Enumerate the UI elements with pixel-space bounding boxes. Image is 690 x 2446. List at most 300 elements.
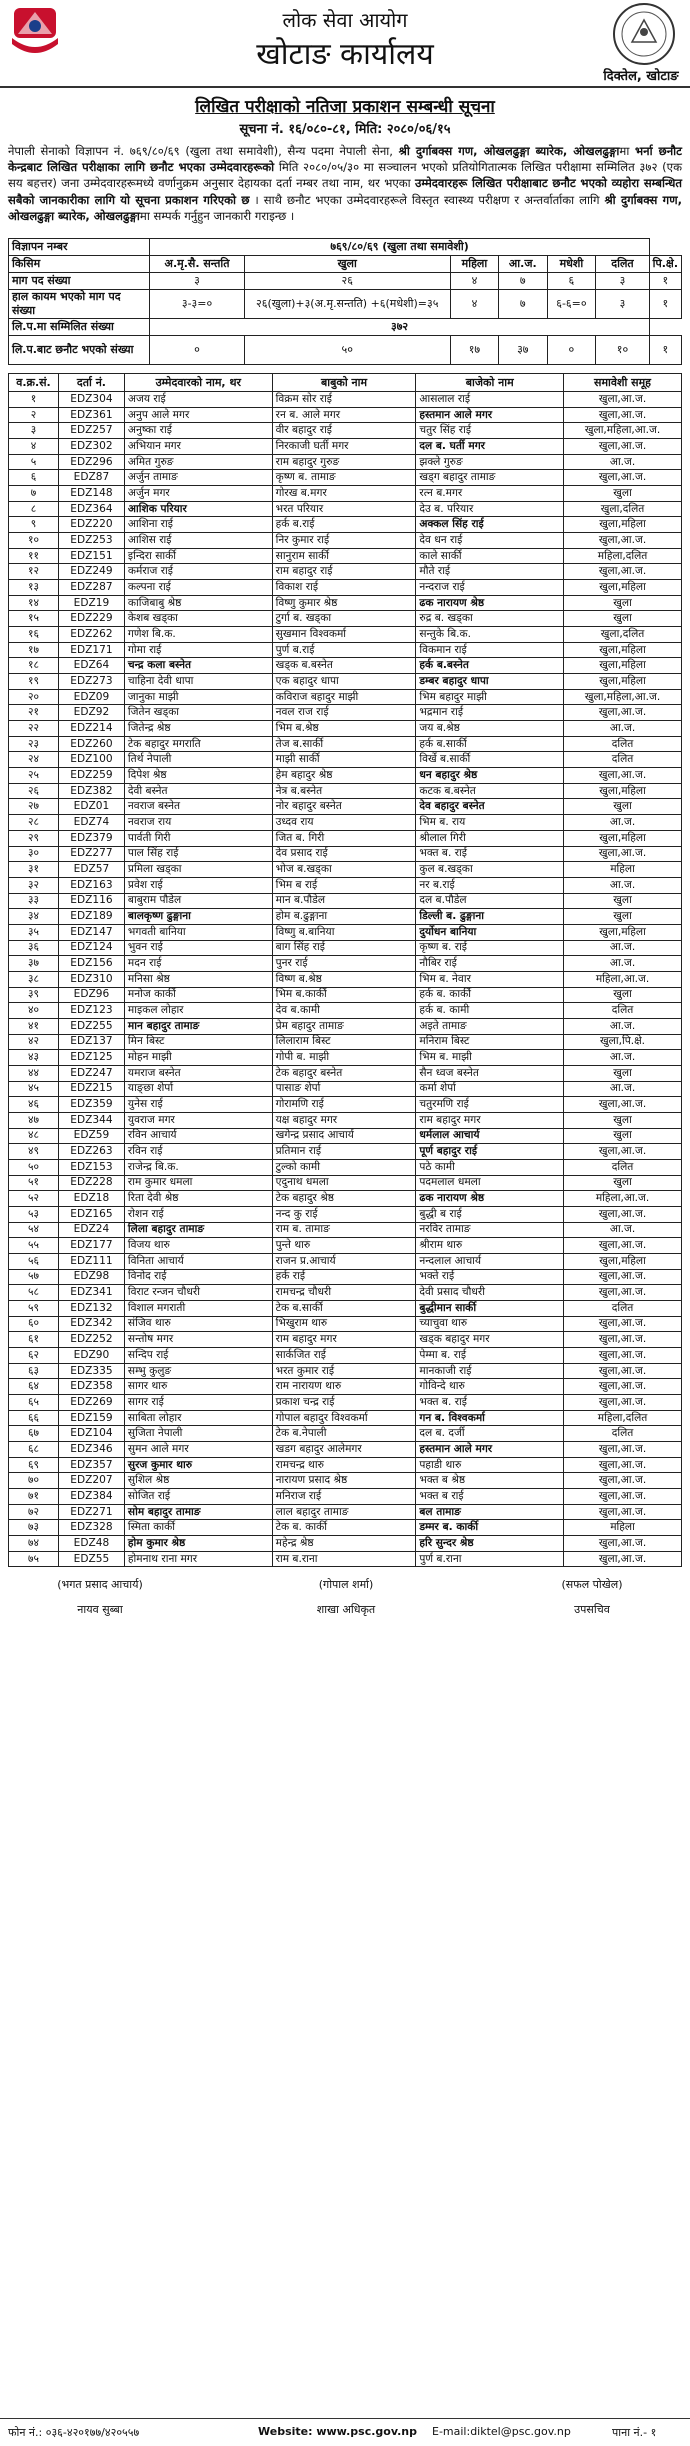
signatory-title: नायव सुब्बा	[77, 1603, 123, 1617]
table-cell: यमराज बस्नेत	[124, 1065, 272, 1081]
table-cell: भिम ब. राय	[416, 815, 564, 831]
table-cell: EDZ156	[58, 956, 124, 972]
table-cell: तिर्थ नेपाली	[124, 752, 272, 768]
summary-label: लि.प.बाट छनौट भएको संख्या	[9, 336, 150, 365]
table-cell: खुला,आ.ज.	[564, 1285, 682, 1301]
table-cell: गोरख ब.मगर	[272, 486, 416, 502]
table-cell: खुला	[564, 1175, 682, 1191]
table-cell: EDZ384	[58, 1489, 124, 1505]
table-cell: EDZ74	[58, 815, 124, 831]
table-cell: पठे कामी	[416, 1159, 564, 1175]
table-cell: दलित	[564, 1159, 682, 1175]
summary-cell: ५०	[244, 336, 450, 365]
table-cell: महिला	[564, 862, 682, 878]
table-row	[9, 1128, 682, 1144]
table-cell: ३९	[9, 987, 59, 1003]
table-cell: टुल्को कामी	[272, 1159, 416, 1175]
table-cell: EDZ100	[58, 752, 124, 768]
table-cell: पुर्ण ब.राना	[416, 1551, 564, 1567]
table-cell: काजिबाबु श्रेष्ठ	[124, 595, 272, 611]
summary-cell: १०	[596, 336, 649, 365]
table-cell: लाल बहादुर तामाङ	[272, 1504, 416, 1520]
table-cell: खुला,आ.ज.	[564, 407, 682, 423]
table-cell: अनुष्का राई	[124, 423, 272, 439]
table-cell: नरविर तामाङ	[416, 1222, 564, 1238]
table-cell: हरि सुन्दर श्रेष्ठ	[416, 1536, 564, 1552]
table-cell: EDZ98	[58, 1269, 124, 1285]
table-cell: ७	[9, 486, 59, 502]
table-row	[9, 705, 682, 721]
table-cell: डम्बर बहादुर धापा	[416, 674, 564, 690]
table-cell: आ.ज.	[564, 940, 682, 956]
table-row	[9, 1285, 682, 1301]
table-cell: हेम बहादुर श्रेष्ठ	[272, 768, 416, 784]
table-cell: रत्न ब.मगर	[416, 486, 564, 502]
table-cell: भिम ब. नेवार	[416, 971, 564, 987]
table-cell: मदन राई	[124, 956, 272, 972]
table-row	[9, 517, 682, 533]
summary-cell: १	[649, 290, 681, 319]
table-cell: EDZ357	[58, 1457, 124, 1473]
table-cell: नवराज राय	[124, 815, 272, 831]
table-cell: सम्भु कुलुङ	[124, 1363, 272, 1379]
table-cell: टेक ब.नेपाली	[272, 1426, 416, 1442]
table-cell: ३७	[9, 956, 59, 972]
table-row	[9, 956, 682, 972]
table-cell: ३६	[9, 940, 59, 956]
table-cell: खुला,आ.ज.	[564, 1238, 682, 1254]
table-cell: दल ब. घर्ती मगर	[416, 439, 564, 455]
table-cell: EDZ24	[58, 1222, 124, 1238]
table-cell: ६८	[9, 1442, 59, 1458]
table-cell: रामचन्द्र थारु	[272, 1457, 416, 1473]
table-cell: १५	[9, 611, 59, 627]
table-cell: EDZ296	[58, 454, 124, 470]
table-cell: टेक बहादुर मगराति	[124, 736, 272, 752]
table-cell: EDZ263	[58, 1144, 124, 1160]
table-cell: ४	[9, 439, 59, 455]
table-cell: EDZ64	[58, 658, 124, 674]
table-cell: खुला,महिला	[564, 1253, 682, 1269]
table-cell: EDZ92	[58, 705, 124, 721]
table-cell: देव ब.कामी	[272, 1003, 416, 1019]
table-cell: ४०	[9, 1003, 59, 1019]
table-cell: ६०	[9, 1316, 59, 1332]
footer-page: पाना नं.- १	[612, 2426, 657, 2439]
table-cell: ५१	[9, 1175, 59, 1191]
table-cell: सन्तोष मगर	[124, 1332, 272, 1348]
summary-label: लि.प.मा सम्मिलित संख्या	[9, 319, 150, 336]
table-cell: खुला,आ.ज.	[564, 1504, 682, 1520]
table-cell: ७३	[9, 1520, 59, 1536]
table-row	[9, 611, 682, 627]
table-cell: ५५	[9, 1238, 59, 1254]
table-cell: २३	[9, 736, 59, 752]
table-row	[9, 1097, 682, 1113]
table-cell: आ.ज.	[564, 956, 682, 972]
table-cell: ढक नारायण श्रेष्ठ	[416, 595, 564, 611]
table-cell: देउ ब. परियार	[416, 501, 564, 517]
table-cell: राजेन्द्र बि.क.	[124, 1159, 272, 1175]
table-cell: खुला,महिला	[564, 642, 682, 658]
table-cell: राम बहादुर राई	[272, 564, 416, 580]
table-cell: अनुप आले मगर	[124, 407, 272, 423]
table-row	[9, 1003, 682, 1019]
table-cell: जितेन्द्र श्रेष्ठ	[124, 721, 272, 737]
table-cell: विनिता आचार्य	[124, 1253, 272, 1269]
table-cell: सागर थारु	[124, 1379, 272, 1395]
table-row	[9, 1175, 682, 1191]
table-cell: पूर्ण बहादुर राई	[416, 1144, 564, 1160]
table-cell: धन बहादुर श्रेष्ठ	[416, 768, 564, 784]
notice-ref: सूचना नं. १६/०८०-८१, मिति: २०८०/०६/१५	[239, 122, 451, 137]
table-cell: सुरज कुमार थारु	[124, 1457, 272, 1473]
table-cell: खगेन्द्र प्रसाद आचार्य	[272, 1128, 416, 1144]
table-cell: खुला,पि.क्षे.	[564, 1034, 682, 1050]
table-cell: ५०	[9, 1159, 59, 1175]
table-cell: ४५	[9, 1081, 59, 1097]
signature-block	[246, 1577, 446, 1617]
table-cell: १०	[9, 533, 59, 549]
table-cell: रोशन राई	[124, 1206, 272, 1222]
table-row	[9, 1018, 682, 1034]
signatures	[0, 1567, 690, 1637]
table-cell: EDZ259	[58, 768, 124, 784]
table-cell: पदमलाल धमला	[416, 1175, 564, 1191]
table-row	[9, 1191, 682, 1207]
table-cell: कविराज बहादुर माझी	[272, 689, 416, 705]
table-row	[9, 486, 682, 502]
table-row	[9, 689, 682, 705]
table-cell: रन ब. आले मगर	[272, 407, 416, 423]
table-cell: नोर बहादुर बस्नेत	[272, 799, 416, 815]
table-row	[9, 470, 682, 486]
table-cell: खुला,आ.ज.	[564, 768, 682, 784]
seal-caption: दिक्तेल, खोटाङ	[603, 69, 679, 84]
summary-col-header: दलित	[596, 256, 649, 273]
table-row	[9, 674, 682, 690]
table-cell: EDZ125	[58, 1050, 124, 1066]
table-cell: विष्णु कुमार श्रेष्ठ	[272, 595, 416, 611]
summary-label: माग पद संख्या	[9, 273, 150, 290]
table-cell: खुला,आ.ज.	[564, 1379, 682, 1395]
table-cell: आशिना राई	[124, 517, 272, 533]
summary-col-header: मधेशी	[547, 256, 596, 273]
table-cell: खुला,आ.ज.	[564, 846, 682, 862]
table-row	[9, 1081, 682, 1097]
results-table	[8, 373, 682, 1567]
table-cell: खुला	[564, 987, 682, 1003]
table-cell: अमित गुरुङ	[124, 454, 272, 470]
table-cell: ६	[9, 470, 59, 486]
table-cell: ४७	[9, 1112, 59, 1128]
table-cell: EDZ252	[58, 1332, 124, 1348]
summary-cell: ६	[547, 273, 596, 290]
table-cell: नवराज बस्नेत	[124, 799, 272, 815]
summary-col-header: पि.क्षे.	[649, 256, 681, 273]
table-cell: EDZ215	[58, 1081, 124, 1097]
table-row	[9, 909, 682, 925]
table-cell: आ.ज.	[564, 815, 682, 831]
table-cell: विक्रम सोर राई	[272, 392, 416, 408]
table-cell: EDZ253	[58, 533, 124, 549]
signatory-name: (गोपाल शर्मा)	[318, 1578, 374, 1592]
table-cell: भुवन राई	[124, 940, 272, 956]
table-cell: EDZ151	[58, 548, 124, 564]
table-cell: EDZ302	[58, 439, 124, 455]
table-cell: EDZ111	[58, 1253, 124, 1269]
table-cell: EDZ341	[58, 1285, 124, 1301]
table-cell: मान ब.पौडेल	[272, 893, 416, 909]
table-cell: मनिराज राई	[272, 1489, 416, 1505]
table-cell: कृष्ण ब. तामाङ	[272, 470, 416, 486]
table-row	[9, 564, 682, 580]
table-cell: भरत परियार	[272, 501, 416, 517]
table-cell: सुशिल श्रेष्ठ	[124, 1473, 272, 1489]
table-cell: महिला,दलित	[564, 548, 682, 564]
table-cell: २०	[9, 689, 59, 705]
table-cell: पुर्ण ब.राई	[272, 642, 416, 658]
table-cell: अभियान मगर	[124, 439, 272, 455]
summary-cell: ०	[150, 336, 244, 365]
summary-value: ३७२	[150, 319, 649, 336]
table-cell: रविन राई	[124, 1144, 272, 1160]
table-cell: प्रकाश चन्द्र राई	[272, 1395, 416, 1411]
table-cell: मानकाजी राई	[416, 1363, 564, 1379]
table-row	[9, 1159, 682, 1175]
table-cell: पहाडी थारु	[416, 1457, 564, 1473]
table-cell: खुला	[564, 893, 682, 909]
table-cell: ६१	[9, 1332, 59, 1348]
table-cell: जितेन खड्का	[124, 705, 272, 721]
table-row	[9, 1348, 682, 1364]
table-cell: आ.ज.	[564, 721, 682, 737]
table-cell: २६	[9, 783, 59, 799]
table-row	[9, 752, 682, 768]
table-cell: ४६	[9, 1097, 59, 1113]
summary-col-header: महिला	[450, 256, 498, 273]
table-cell: तेज ब.सार्की	[272, 736, 416, 752]
table-cell: गोविन्दे थारु	[416, 1379, 564, 1395]
table-cell: आ.ज.	[564, 1222, 682, 1238]
table-cell: ७१	[9, 1489, 59, 1505]
table-row	[9, 595, 682, 611]
table-cell: खुला,आ.ज.	[564, 1269, 682, 1285]
table-cell: EDZ335	[58, 1363, 124, 1379]
summary-table	[8, 238, 682, 365]
table-cell: हर्क राई	[272, 1269, 416, 1285]
table-cell: कुल ब.खड्का	[416, 862, 564, 878]
table-cell: EDZ189	[58, 909, 124, 925]
table-cell: ४९	[9, 1144, 59, 1160]
table-cell: १२	[9, 564, 59, 580]
table-row	[9, 1504, 682, 1520]
table-cell: खुला,आ.ज.	[564, 1442, 682, 1458]
table-cell: आसलाल राई	[416, 392, 564, 408]
table-cell: EDZ359	[58, 1097, 124, 1113]
table-cell: EDZ124	[58, 940, 124, 956]
table-cell: भिम ब.कार्की	[272, 987, 416, 1003]
table-cell: ६२	[9, 1348, 59, 1364]
summary-col-header: आ.ज.	[499, 256, 547, 273]
table-cell: आ.ज.	[564, 1018, 682, 1034]
table-row	[9, 1551, 682, 1567]
table-cell: ३१	[9, 862, 59, 878]
table-cell: सन्दिप राई	[124, 1348, 272, 1364]
table-cell: सार्कजित राई	[272, 1348, 416, 1364]
table-cell: राम कुमार धमला	[124, 1175, 272, 1191]
table-cell: राम ब.राना	[272, 1551, 416, 1567]
office-name: खोटाङ कार्यालय	[256, 37, 434, 72]
table-cell: ३२	[9, 877, 59, 893]
table-cell: खुला,आ.ज.	[564, 1206, 682, 1222]
table-cell: खड्क ब.बस्नेत	[272, 658, 416, 674]
table-cell: कर्मराज राई	[124, 564, 272, 580]
table-cell: EDZ171	[58, 642, 124, 658]
table-cell: चाहिना देवी धापा	[124, 674, 272, 690]
summary-cell: १	[649, 336, 681, 365]
table-row	[9, 1442, 682, 1458]
table-cell: माइकल लोहार	[124, 1003, 272, 1019]
table-cell: होम ब.ढुङ्गाना	[272, 909, 416, 925]
table-cell: टेक बहादुर श्रेष्ठ	[272, 1191, 416, 1207]
table-row	[9, 1536, 682, 1552]
table-cell: १४	[9, 595, 59, 611]
table-cell: EDZ271	[58, 1504, 124, 1520]
summary-col-header: खुला	[244, 256, 450, 273]
table-cell: खुला	[564, 1128, 682, 1144]
table-cell: च्याचुवा थारु	[416, 1316, 564, 1332]
table-row	[9, 799, 682, 815]
table-cell: डिल्ली ब. ढुङ्गाना	[416, 909, 564, 925]
table-cell: भिम ब. माझी	[416, 1050, 564, 1066]
table-row	[9, 1426, 682, 1442]
table-cell: देवी प्रसाद चौधरी	[416, 1285, 564, 1301]
table-cell: ७५	[9, 1551, 59, 1567]
table-cell: EDZ55	[58, 1551, 124, 1567]
table-cell: श्रीलाल गिरी	[416, 830, 564, 846]
table-cell: १३	[9, 580, 59, 596]
summary-label: विज्ञापन नम्बर	[9, 239, 150, 256]
table-cell: EDZ277	[58, 846, 124, 862]
table-cell: EDZ269	[58, 1395, 124, 1411]
table-cell: ४१	[9, 1018, 59, 1034]
table-cell: कल्पना राई	[124, 580, 272, 596]
table-cell: बल तामाङ	[416, 1504, 564, 1520]
table-cell: ६३	[9, 1363, 59, 1379]
table-cell: EDZ165	[58, 1206, 124, 1222]
table-cell: खुला,आ.ज.	[564, 392, 682, 408]
table-cell: आ.ज.	[564, 1050, 682, 1066]
table-cell: दलित	[564, 1003, 682, 1019]
table-cell: लिला बहादुर तामाङ	[124, 1222, 272, 1238]
table-cell: खुला,आ.ज.	[564, 564, 682, 580]
table-cell: १९	[9, 674, 59, 690]
table-cell: नर ब.राई	[416, 877, 564, 893]
table-cell: विशाल मगराती	[124, 1300, 272, 1316]
table-cell: EDZ57	[58, 862, 124, 878]
table-cell: सोजित राई	[124, 1489, 272, 1505]
table-row	[9, 877, 682, 893]
table-cell: बाग सिंह राई	[272, 940, 416, 956]
table-row	[9, 1112, 682, 1128]
table-cell: टेक ब.सार्की	[272, 1300, 416, 1316]
table-cell: प्रतिमान राई	[272, 1144, 416, 1160]
table-row	[9, 1520, 682, 1536]
table-cell: महेन्द्र श्रेष्ठ	[272, 1536, 416, 1552]
summary-cell: ३-३=०	[150, 290, 244, 319]
table-cell: संजिव थारु	[124, 1316, 272, 1332]
table-cell: खुला,आ.ज.	[564, 1144, 682, 1160]
table-cell: ७०	[9, 1473, 59, 1489]
signature-block	[492, 1577, 690, 1617]
table-row	[9, 392, 682, 408]
table-cell: पार्वती गिरी	[124, 830, 272, 846]
table-cell: हर्क ब. कामी	[416, 1003, 564, 1019]
signatory-name: (सफल पोखेल)	[561, 1578, 623, 1592]
table-row	[9, 1395, 682, 1411]
table-cell: ६७	[9, 1426, 59, 1442]
table-row	[9, 1050, 682, 1066]
table-cell: इन्दिरा सार्की	[124, 548, 272, 564]
table-cell: विष्ण ब.श्रेष्ठ	[272, 971, 416, 987]
table-cell: ढक नारायण श्रेष्ठ	[416, 1191, 564, 1207]
table-cell: मनिराम बिस्ट	[416, 1034, 564, 1050]
table-cell: भगवती बानिया	[124, 924, 272, 940]
table-cell: आ.ज.	[564, 877, 682, 893]
table-cell: विनोद राई	[124, 1269, 272, 1285]
table-cell: खुला,आ.ज.	[564, 1316, 682, 1332]
table-cell: खुला,आ.ज.	[564, 705, 682, 721]
table-cell: आशिस राई	[124, 533, 272, 549]
table-cell: आ.ज.	[564, 454, 682, 470]
table-cell: खुला	[564, 799, 682, 815]
table-cell: ५९	[9, 1300, 59, 1316]
table-cell: पेम्मा ब. राई	[416, 1348, 564, 1364]
table-cell: ३३	[9, 893, 59, 909]
table-cell: EDZ262	[58, 627, 124, 643]
table-cell: खड्क बहादुर मगर	[416, 1332, 564, 1348]
table-cell: खुला	[564, 1112, 682, 1128]
table-row	[9, 423, 682, 439]
table-cell: प्रेम बहादुर तामाङ	[272, 1018, 416, 1034]
table-cell: ५७	[9, 1269, 59, 1285]
table-row	[9, 987, 682, 1003]
table-row	[9, 1222, 682, 1238]
table-cell: २	[9, 407, 59, 423]
summary-cell: २६(खुला)+३(अ.मृ.सन्तति) +६(मधेशी)=३५	[244, 290, 450, 319]
table-cell: गोरामणि राई	[272, 1097, 416, 1113]
table-cell: याङ्छा शेर्पा	[124, 1081, 272, 1097]
table-row	[9, 627, 682, 643]
table-cell: EDZ379	[58, 830, 124, 846]
table-cell: राम बहादुर गुरुङ	[272, 454, 416, 470]
table-row	[9, 830, 682, 846]
table-cell: पुन्ते थारु	[272, 1238, 416, 1254]
table-cell: EDZ220	[58, 517, 124, 533]
table-cell: EDZ328	[58, 1520, 124, 1536]
table-cell: भद्रमान राई	[416, 705, 564, 721]
table-cell: खुला	[564, 486, 682, 502]
table-row	[9, 548, 682, 564]
table-cell: EDZ260	[58, 736, 124, 752]
results-col-header: बाजेको नाम	[416, 374, 564, 392]
table-cell: EDZ104	[58, 1426, 124, 1442]
table-cell: राम नारायण थारु	[272, 1379, 416, 1395]
table-cell: लिलाराम बिस्ट	[272, 1034, 416, 1050]
table-row	[9, 1379, 682, 1395]
summary-cell: ६-६=०	[547, 290, 596, 319]
